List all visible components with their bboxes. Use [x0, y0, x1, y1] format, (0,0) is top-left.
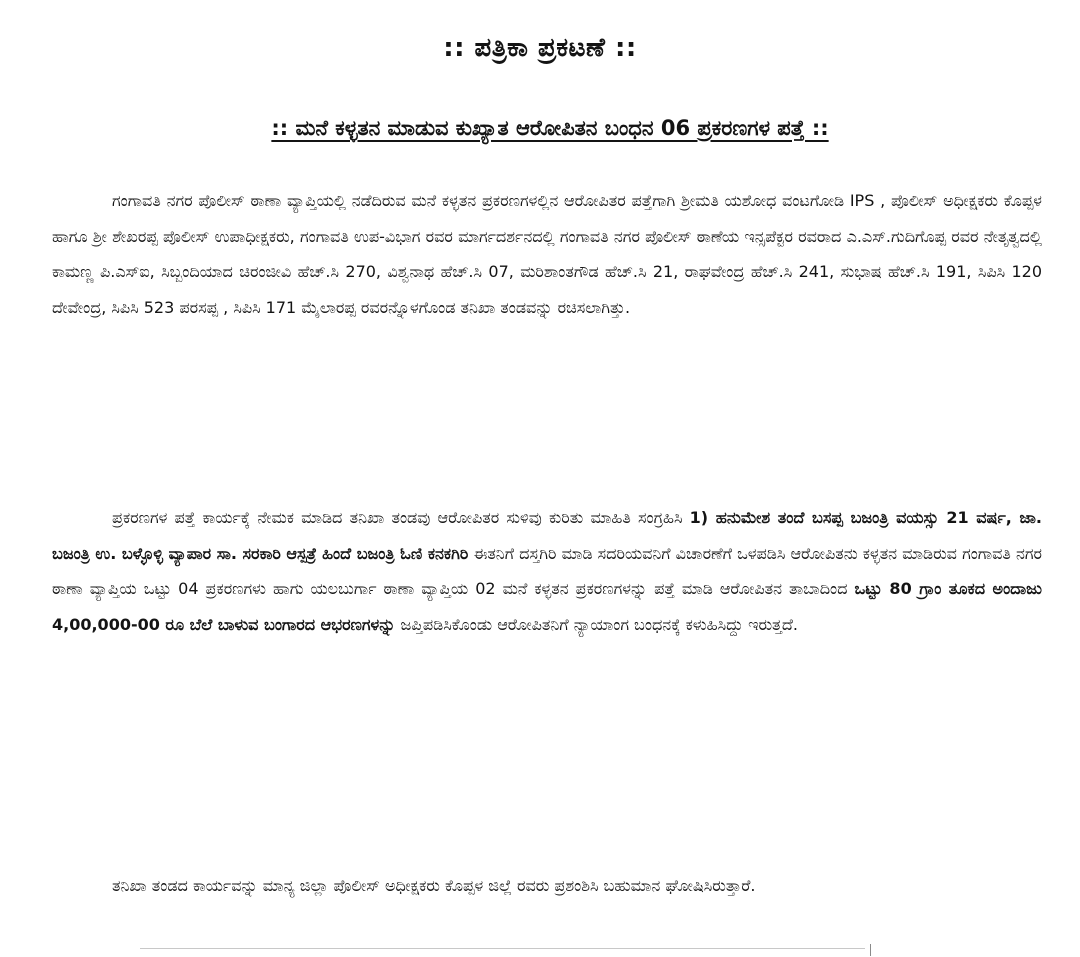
page-bottom-tick — [870, 944, 871, 956]
paragraph-arrest-details — [52, 500, 1042, 642]
paragraph-team-formation-text: ಗಂಗಾವತಿ ನಗರ ಪೊಲೀಸ್ ಠಾಣಾ ವ್ಯಾಪ್ತಿಯಲ್ಲಿ ನಡೆದಿರುವ ಮನೆ ಕಳ್ಳತನ ಪ್ರಕರಣಗಳಲ್ಲಿನ ಆರೋಪಿತರ ಪತ್ತೆಗಾಗಿ ಶ್ರೀಮತಿ ಯಶೋಧ ವಂಟಗೋಡಿ IPS , ಪೊಲೀಸ್ ಅಧೀಕ್ಷಕರು ಕೊಪ್ಪಳ ಹಾಗೂ ಶ್ರೀ ಶೇಖರಪ್ಪ ಪೊಲೀಸ್ ಉಪಾಧೀಕ್ಷಕರು, ಗಂಗಾವತಿ ಉಪ-ವಿಭಾಗ ರವರ ಮಾರ್ಗದರ್ಶನದಲ್ಲಿ ಗಂಗಾವತಿ ನಗರ ಪೊಲೀಸ್ ಠಾಣೆಯ ಇನ್ಸಪೆಕ್ಟರ ರವರಾದ ಎ.ಎಸ್.ಗುದಿಗೊಪ್ಪ ರವರ ನೇತೃತ್ವದಲ್ಲಿ ಕಾಮಣ್ಣ ಪಿ.ಎಸ್‌ಐ, ಸಿಬ್ಬಂದಿಯಾದ ಚಿರಂಜೀವಿ ಹೆಚ್.ಸಿ 270, ವಿಶ್ವನಾಥ ಹೆಚ್.ಸಿ 07, ಮರಿಶಾಂತಗೌಡ ಹೆಚ್.ಸಿ 21, ರಾಘವೇಂದ್ರ ಹೆಚ್.ಸಿ 241, ಸುಭಾಷ ಹೆಚ್.ಸಿ 191, ಸಿಪಿಸಿ 120 ದೇವೇಂದ್ರ, ಸಿಪಿಸಿ 523 ಪರಸಪ್ಪ , ಸಿಪಿಸಿ 171 ಮೈಲಾರಪ್ಪ ರವರನ್ನೊಳಗೊಂಡ ತನಿಖಾ ತಂಡವನ್ನು ರಚಿಸಲಾಗಿತ್ತು. — [52, 191, 1042, 317]
accused-details-text: 1) ಹನುಮೇಶ ತಂದೆ ಬಸಪ್ಪ ಬಜಂತ್ರಿ ವಯಸ್ಸು 21 ವರ್ಷ, ಜಾ. ಬಜಂತ್ರಿ ಉ. ಬಳ್ಳೊಳ್ಳಿ ವ್ಯಾಪಾರ ಸಾ. ಸರಕಾರಿ ಆಸ್ಪತ್ರೆ ಹಿಂದೆ ಬಜಂತ್ರಿ ಓಣಿ ಕನಕಗಿರಿ — [52, 508, 1042, 563]
arrest-middle-text: ಈತನಿಗೆ ದಸ್ತಗಿರಿ ಮಾಡಿ ಸದರಿಯವನಿಗೆ ವಿಚಾರಣೆಗೆ ಒಳಪಡಿಸಿ ಆರೋಪಿತನು ಕಳ್ಳತನ ಮಾಡಿರುವ ಗಂಗಾವತಿ ನಗರ ಠಾಣಾ ವ್ಯಾಪ್ತಿಯ ಒಟ್ಟು 04 ಪ್ರಕರಣಗಳು ಹಾಗು ಯಲಬುರ್ಗಾ ಠಾಣಾ ವ್ಯಾಪ್ತಿಯ 02 ಮನೆ ಕಳ್ಳತನ ಪ್ರಕರಣಗಳನ್ನು ಪತ್ತೆ ಮಾಡಿ ಆರೋಪಿತನ ತಾಬಾದಿಂದ — [52, 543, 1042, 598]
seized-property-text: ಒಟ್ಟು 80 ಗ್ರಾಂ ತೂಕದ ಅಂದಾಜು 4,00,000-00 ರೂ ಬೆಲೆ ಬಾಳುವ ಬಂಗಾರದ ಆಭರಣಗಳನ್ನು — [52, 579, 1042, 634]
arrest-end-text: ಜಪ್ತಿಪಡಿಸಿಕೊಂಡು ಆರೋಪಿತನಿಗೆ ನ್ಯಾಯಾಂಗ ಬಂಧನಕ್ಕೆ ಕಳುಹಿಸಿದ್ದು ಇರುತ್ತದೆ. — [395, 614, 798, 634]
document-title: :: ಪತ್ರಿಕಾ ಪ್ರಕಟಣೆ :: — [443, 33, 637, 63]
document-headline: :: ಮನೆ ಕಳ್ಳತನ ಮಾಡುವ ಕುಖ್ಯಾತ ಆರೋಪಿತನ ಬಂಧನ 06 ಪ್ರಕರಣಗಳ ಪತ್ತೆ :: — [271, 116, 829, 140]
paragraph-reward — [52, 868, 1042, 904]
arrest-intro-text: ಪ್ರಕರಣಗಳ ಪತ್ತೆ ಕಾರ್ಯಕ್ಕೆ ನೇಮಕ ಮಾಡಿದ ತನಿಖಾ ತಂಡವು ಆರೋಪಿತರ ಸುಳಿವು ಕುರಿತು ಮಾಹಿತಿ ಸಂಗ್ರಹಿಸಿ — [112, 508, 690, 527]
paragraph-reward-text: ತನಿಖಾ ತಂಡದ ಕಾರ್ಯವನ್ನು ಮಾನ್ಯ ಜಿಲ್ಲಾ ಪೊಲೀಸ್ ಅಧೀಕ್ಷಕರು ಕೊಪ್ಪಳ ಜಿಲ್ಲೆ ರವರು ಪ್ರಶಂಶಿಸಿ ಬಹುಮಾನ ಘೋಷಿಸಿರುತ್ತಾರೆ. — [112, 876, 756, 895]
paragraph-team-formation — [52, 183, 1042, 325]
page-bottom-divider — [140, 948, 865, 949]
